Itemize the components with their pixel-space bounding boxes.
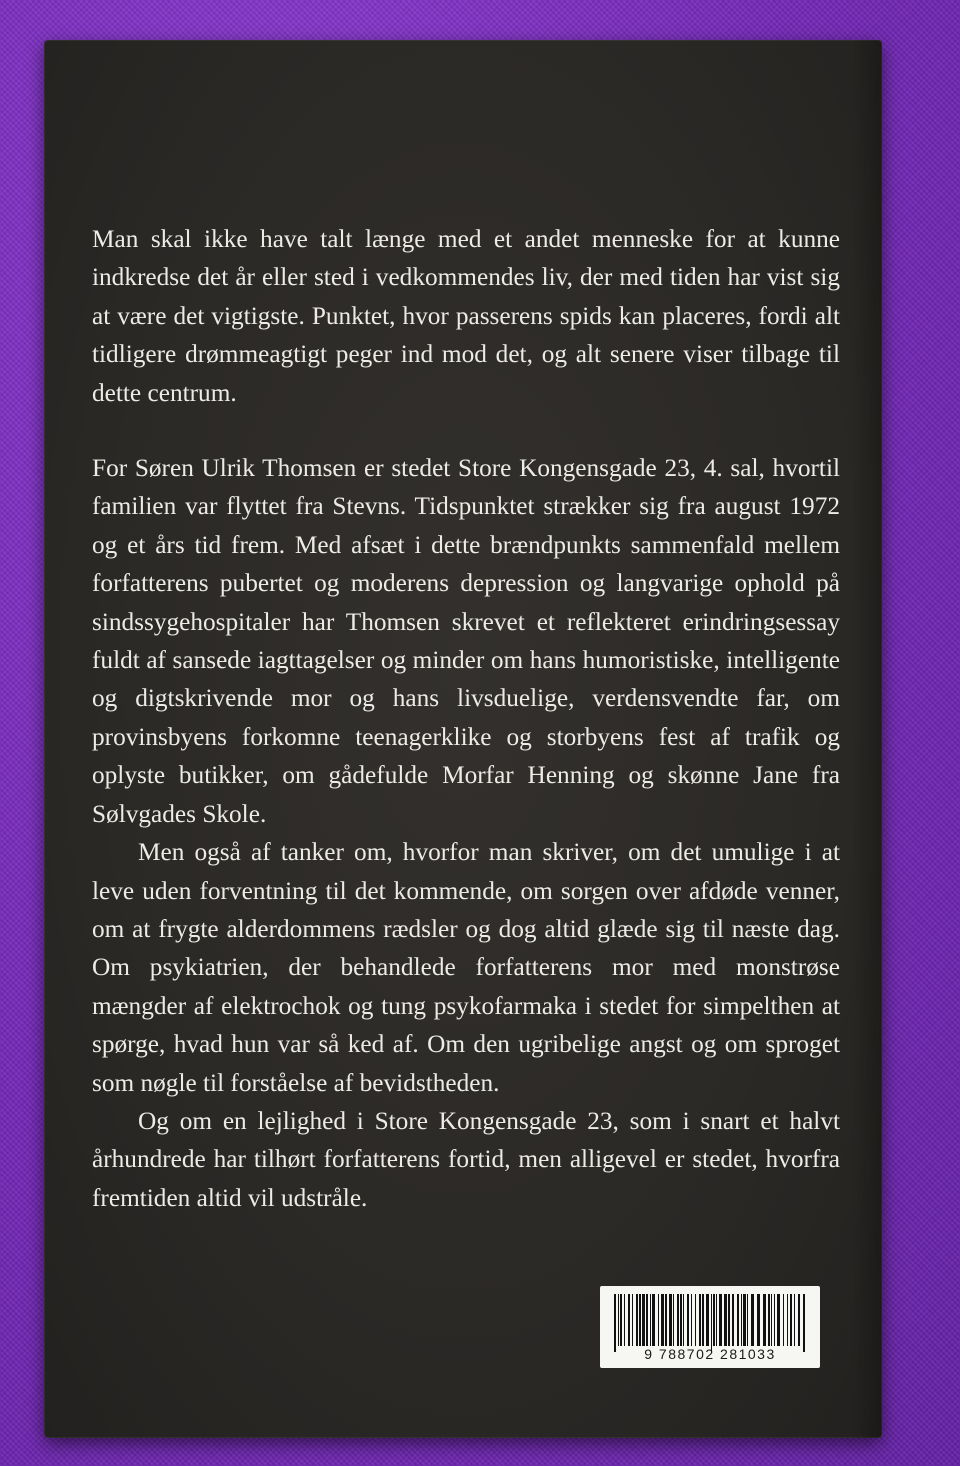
blurb-text [92,220,840,1217]
blurb-paragraph-4: Og om en lejlighed i Store Kongensgade 23, som i snart et halvt århundrede har tilhørt forfatterens fortid, men alligevel er stedet, hvorfra fremtiden altid vil udstråle. [92,1106,840,1212]
blurb-paragraph-1: Man skal ikke have talt længe med et andet menneske for at kunne indkredse det år eller sted i vedkommendes liv, der med tiden har vist sig at være det vigtigste. Punktet, hvor passerens spids kan placeres, fordi alt tidligere drømmeagtigt peger ind mod det, og alt senere viser tilbage til dette centrum. [92,225,840,407]
cover-edge-shadow [852,40,882,1438]
blurb-paragraph-3: Men også af tanker om, hvorfor man skriver, om det umulige i at leve uden forventning til det kommende, om sorgen over afdøde venner, om at frygte alderdommens rædsler og dog altid glæde sig til næste dag. Om psykiatrien, der behandlede forfatterens mor med monstrøse mængder af elektrochok og tung psykofarmaka i stedet for simpelthen at spørge, hvad hun var så ked af. Om den ugribelige angst og om sproget som nøgle til forståelse af bevidstheden. [92,838,840,1097]
blurb-paragraph-2: For Søren Ulrik Thomsen er stedet Store Kongensgade 23, 4. sal, hvortil familien var flyttet fra Stevns. Tidspunktet strækker sig fra august 1972 og et års tid frem. Med afsæt i dette brændpunkts sammenfald mellem forfatterens pubertet og moderens depression og langvarige ophold på sindssygehospitaler har Thomsen skrevet et reflekteret erindringsessay fuldt af sansede iagttagelser og minder om hans humoristiske, intelligente og digtskrivende mor og hans livsduelige, verdensvendte far, om provinsbyens forkomne teenagerklike og storbyens fest af trafik og oplyste butikker, om gådefulde Morfar Henning og skønne Jane fra Sølvgades Skole. [92,454,840,828]
isbn-number: 9 788702 281033 [644,1346,776,1362]
book-back-cover [44,40,882,1438]
isbn-barcode [600,1286,820,1368]
